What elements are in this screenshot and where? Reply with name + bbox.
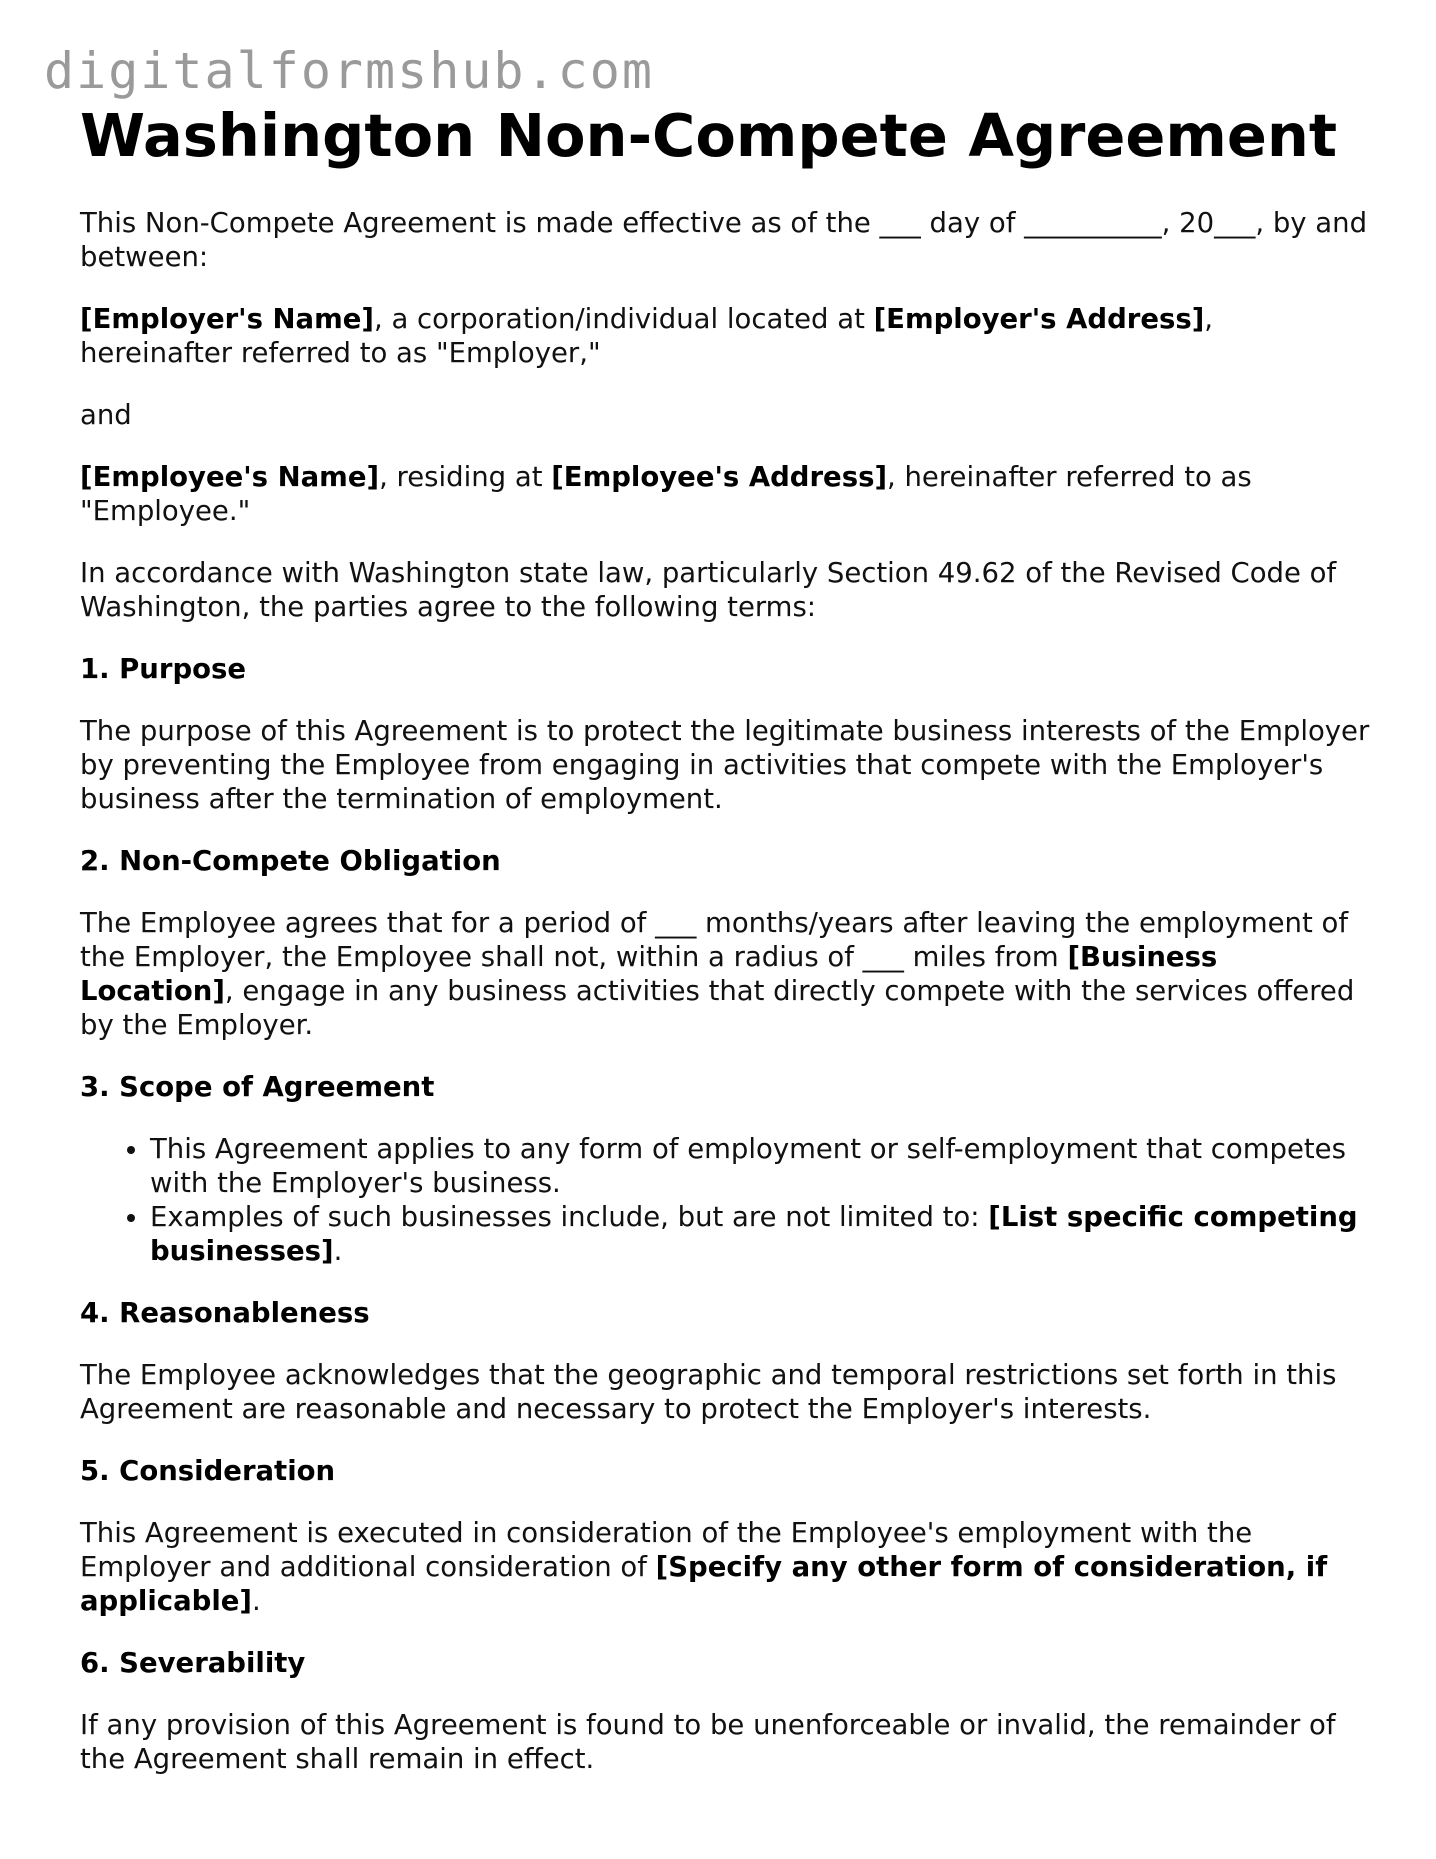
obligation-text-1: The Employee agrees that for a period of ___ months/years after leaving the employment of the Employer, the Employee shall not, within a radius of ___ miles from [80,907,1349,973]
consideration-end: . [251,1585,261,1617]
section-body-reasonableness: The Employee acknowledges that the geographic and temporal restrictions set forth in this Agreement are reasonable and necessary to protect the Employer's interests. [80,1359,1337,1425]
watermark: digitalformshub.com [44,42,654,100]
obligation-text-2: , engage in any business activities that directly compete with the services offered by the Employer. [80,975,1355,1041]
employee-name-placeholder: [Employee's Name] [80,461,380,493]
section-body-consideration [80,1516,1370,1618]
employee-text-2: , hereinafter referred to as "Employee." [80,461,1252,527]
scope-item-2-text: Examples of such businesses include, but are not limited to: [150,1201,989,1233]
section-body-obligation [80,906,1370,1042]
scope-list [80,1132,1370,1268]
section-heading-scope: 3. Scope of Agreement [80,1071,435,1103]
consideration-placeholder: [Specify any other form of consideration, if applicable] [80,1551,1328,1617]
employer-text-1: , a corporation/individual located at [373,303,874,335]
competing-businesses-placeholder: [List specific competing businesses] [150,1201,1358,1267]
section-heading-obligation: 2. Non-Compete Obligation [80,845,501,877]
employee-paragraph [80,460,1370,528]
employer-name-placeholder: [Employer's Name] [80,303,374,335]
document-title: Washington Non-Compete Agreement [80,101,1338,170]
section-body-purpose: The purpose of this Agreement is to protect the legitimate business interests of the Employer by preventing the Employee from engaging in activities that compete with the Employer's business after the termination of employment. [80,715,1370,815]
employee-text-1: , residing at [379,461,552,493]
document-body [80,101,1370,1804]
section-heading-consideration: 5. Consideration [80,1455,336,1487]
law-paragraph: In accordance with Washington state law, particularly Section 49.62 of the Revised Code of Washington, the parties agree to the following terms: [80,557,1337,623]
employer-text-2: , hereinafter referred to as "Employer," [80,303,1214,369]
section-heading-purpose: 1. Purpose [80,653,247,685]
list-item [150,1200,1370,1268]
section-heading-severability: 6. Severability [80,1647,306,1679]
list-item: • This Agreement applies to any form of employment or self-employment that competes with the Employer's business. [150,1132,1370,1200]
section-body-severability: If any provision of this Agreement is found to be unenforceable or invalid, the remainder of the Agreement shall remain in effect. [80,1709,1336,1775]
employer-address-placeholder: [Employer's Address] [873,303,1205,335]
consideration-text-1: This Agreement is executed in consideration of the Employee's employment with the Employer and additional consideration of [80,1517,1253,1583]
business-location-placeholder: [Business Location] [80,941,1218,1007]
and-paragraph: and [80,399,132,431]
employer-paragraph [80,302,1370,370]
scope-item-2-end: . [333,1235,343,1267]
employee-address-placeholder: [Employee's Address] [551,461,888,493]
intro-paragraph: This Non-Compete Agreement is made effective as of the ___ day of __________, 20___, by and between: [80,207,1368,273]
section-heading-reasonableness: 4. Reasonableness [80,1297,370,1329]
